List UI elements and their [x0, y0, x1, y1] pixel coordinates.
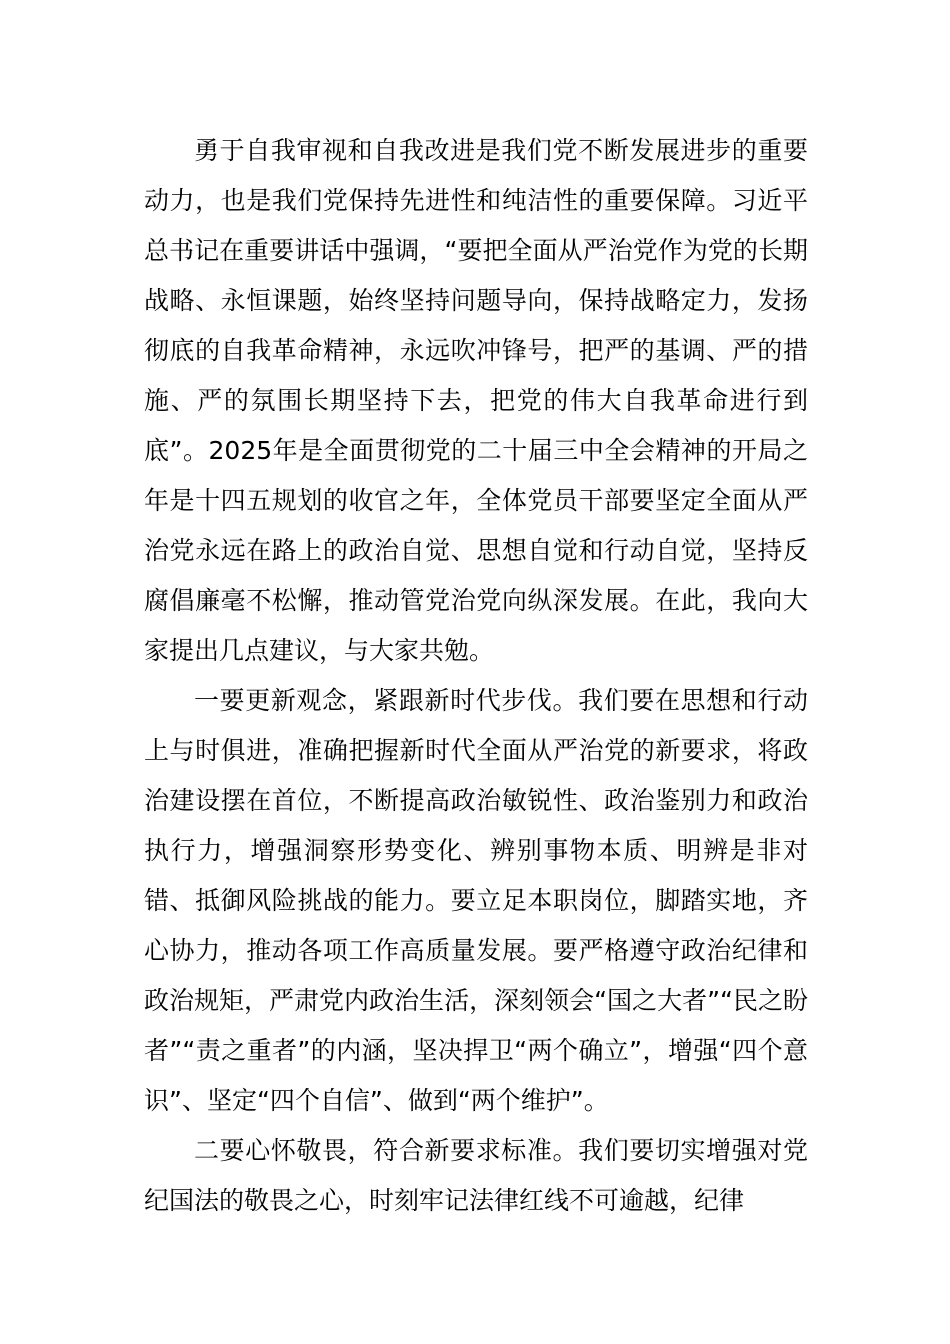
paragraph-point-two: 二要心怀敬畏，符合新要求标准。我们要切实增强对党纪国法的敬畏之心，时刻牢记法律红线不可逾越，纪律	[144, 1136, 808, 1215]
paragraph-intro: 勇于自我审视和自我改进是我们党不断发展进步的重要动力，也是我们党保持先进性和纯洁性的重要保障。习近平总书记在重要讲话中强调，“要把全面从严治党作为党的长期战略、永恒课题，始终坚持问题导向，保持战略定力，发扬彻底的自我革命精神，永远吹冲锋号，把严的基调、严的措施、严的氛围长期坚持下去，把党的伟大自我革命进行到底”。2025年是全面贯彻党的二十届三中全会精神的开局之年是十四五规划的收官之年，全体党员干部要坚定全面从严治党永远在路上的政治自觉、思想自觉和行动自觉，坚持反腐倡廉毫不松懈，推动管党治党向纵深发展。在此，我向大家提出几点建议，与大家共勉。	[144, 136, 808, 665]
document-body	[144, 126, 808, 1226]
paragraph-point-one: 一要更新观念，紧跟新时代步伐。我们要在思想和行动上与时俱进，准确把握新时代全面从严治党的新要求，将政治建设摆在首位，不断提高政治敏锐性、政治鉴别力和政治执行力，增强洞察形势变化、辨别事物本质、明辨是非对错、抵御风险挑战的能力。要立足本职岗位，脚踏实地，齐心协力，推动各项工作高质量发展。要严格遵守政治纪律和政治规矩，严肃党内政治生活，深刻领会“国之大者”“民之盼者”“责之重者”的内涵，坚决捍卫“两个确立”，增强“四个意识”、坚定“四个自信”、做到“两个维护”。	[144, 686, 808, 1115]
